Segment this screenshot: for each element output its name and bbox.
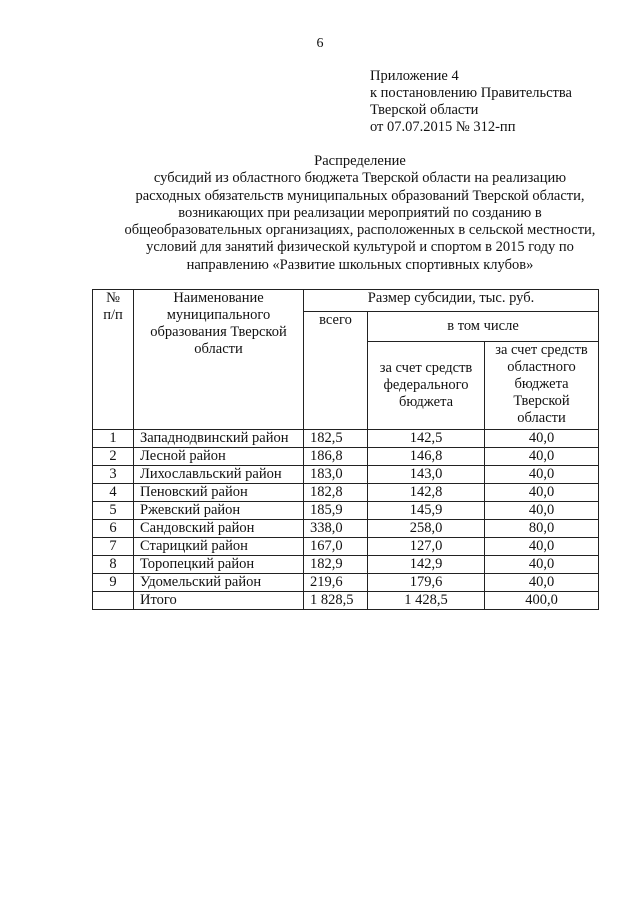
header-regional (485, 342, 599, 430)
cell-total: 1 828,5 (304, 592, 368, 610)
cell-federal: 142,5 (368, 430, 485, 448)
cell-federal: 142,8 (368, 484, 485, 502)
header-total: всего (304, 312, 368, 430)
cell-total: 167,0 (304, 538, 368, 556)
heading-line: условий для занятий физической культурой и спортом в 2015 году по (146, 239, 574, 256)
header-num-line: № (106, 290, 120, 306)
cell-regional: 40,0 (485, 502, 599, 520)
header-including: в том числе (368, 312, 599, 342)
cell-name: Сандовский район (134, 520, 304, 538)
header-name-line: Наименование (173, 290, 264, 306)
cell-total: 182,5 (304, 430, 368, 448)
table-row (93, 520, 599, 538)
cell-num: 9 (93, 574, 134, 592)
cell-regional: 40,0 (485, 430, 599, 448)
cell-num: 4 (93, 484, 134, 502)
cell-regional: 80,0 (485, 520, 599, 538)
cell-regional: 40,0 (485, 448, 599, 466)
appendix-line: к постановлению Правительства (370, 85, 572, 101)
cell-total: 182,9 (304, 556, 368, 574)
cell-name: Удомельский район (134, 574, 304, 592)
header-regional-line: областного (507, 359, 576, 375)
header-name-line: муниципального (166, 307, 271, 323)
cell-total: 183,0 (304, 466, 368, 484)
cell-num: 3 (93, 466, 134, 484)
table-row (93, 430, 599, 448)
cell-regional: 40,0 (485, 484, 599, 502)
cell-num: 8 (93, 556, 134, 574)
header-federal-line: бюджета (398, 394, 454, 410)
cell-name: Лихославльский район (134, 466, 304, 484)
cell-name: Итого (134, 592, 304, 610)
cell-federal: 146,8 (368, 448, 485, 466)
appendix-line: Тверской области (370, 102, 479, 118)
cell-federal: 142,9 (368, 556, 485, 574)
header-federal-line: федерального (383, 377, 469, 393)
header-federal-line: за счет средств (379, 360, 473, 376)
table-row (93, 484, 599, 502)
cell-regional: 40,0 (485, 466, 599, 484)
header-regional-line: бюджета (514, 376, 569, 392)
appendix-line: Приложение 4 (370, 68, 459, 84)
cell-federal: 1 428,5 (368, 592, 485, 610)
cell-regional: 40,0 (485, 574, 599, 592)
cell-regional: 400,0 (485, 592, 599, 610)
cell-federal: 145,9 (368, 502, 485, 520)
header-num (93, 290, 134, 430)
cell-total: 186,8 (304, 448, 368, 466)
appendix-line: от 07.07.2015 № 312-пп (370, 119, 516, 135)
header-regional-line: области (517, 410, 566, 426)
cell-num: 5 (93, 502, 134, 520)
heading-line: направлению «Развитие школьных спортивных клубов» (186, 256, 534, 273)
cell-num: 1 (93, 430, 134, 448)
heading-line: возникающих при реализации мероприятий по созданию в (178, 204, 542, 221)
table-header (93, 290, 599, 430)
cell-num: 7 (93, 538, 134, 556)
cell-regional: 40,0 (485, 538, 599, 556)
header-name-line: образования Тверской (150, 324, 287, 340)
cell-name: Лесной район (134, 448, 304, 466)
header-federal (368, 342, 485, 430)
table-row (93, 466, 599, 484)
cell-name: Старицкий район (134, 538, 304, 556)
cell-num: 2 (93, 448, 134, 466)
header-regional-line: Тверской (513, 393, 570, 409)
cell-federal: 179,6 (368, 574, 485, 592)
cell-total: 185,9 (304, 502, 368, 520)
heading-title: Распределение (314, 153, 406, 169)
cell-regional: 40,0 (485, 556, 599, 574)
cell-federal: 258,0 (368, 520, 485, 538)
cell-num: 6 (93, 520, 134, 538)
table-body (93, 430, 599, 610)
header-num-line: п/п (103, 307, 123, 323)
document-heading (60, 153, 640, 274)
header-name-line: области (194, 341, 243, 357)
table-summary-row (93, 592, 599, 610)
cell-name: Ржевский район (134, 502, 304, 520)
table-row (93, 502, 599, 520)
header-regional-line: за счет средств (495, 342, 588, 358)
cell-federal: 143,0 (368, 466, 485, 484)
header-name (134, 290, 304, 430)
heading-line: расходных обязательств муниципальных образований Тверской области, (135, 187, 585, 204)
cell-total: 182,8 (304, 484, 368, 502)
table-row (93, 556, 599, 574)
subsidies-table (92, 289, 599, 610)
cell-total: 219,6 (304, 574, 368, 592)
appendix-block (370, 68, 572, 136)
cell-name: Торопецкий район (134, 556, 304, 574)
table-row (93, 574, 599, 592)
table-row (93, 538, 599, 556)
heading-line: субсидий из областного бюджета Тверской области на реализацию (153, 170, 567, 187)
cell-name: Пеновский район (134, 484, 304, 502)
page-number: 6 (316, 36, 324, 51)
header-amount: Размер субсидии, тыс. руб. (304, 290, 599, 312)
cell-total: 338,0 (304, 520, 368, 538)
table-row (93, 448, 599, 466)
cell-name: Западнодвинский район (134, 430, 304, 448)
cell-num (93, 592, 134, 610)
heading-line: общеобразовательных организациях, расположенных в сельской местности, (124, 222, 596, 239)
cell-federal: 127,0 (368, 538, 485, 556)
